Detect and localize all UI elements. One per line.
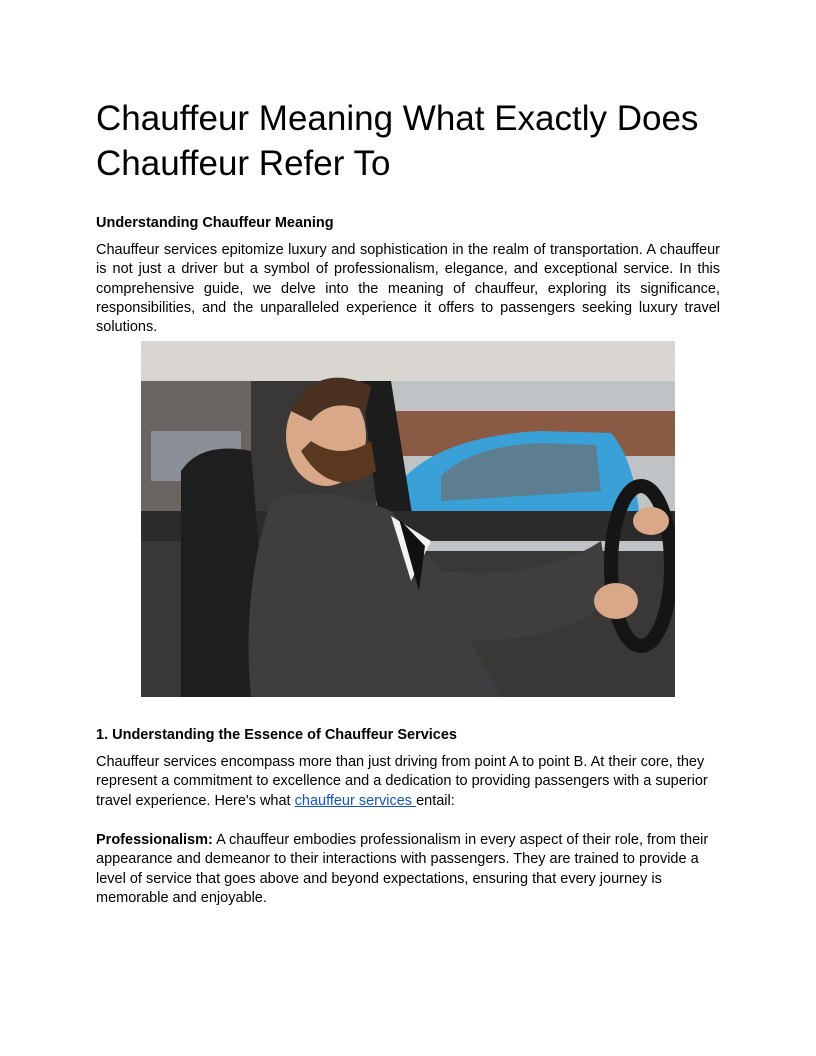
professionalism-label: Professionalism: [96,832,213,848]
essence-paragraph [96,753,726,811]
paragraph-text: A chauffeur embodies professionalism in every aspect of their role, from their appearance and demeanor to their interactions with passengers. They are trained to provide a level of service that goes above and beyond expectations, ensuring that every journey is memorable and enjoyable. [96,832,709,906]
page-title: Chauffeur Meaning What Exactly Does Chauffeur Refer To [96,99,699,183]
professionalism-paragraph [96,831,726,908]
chauffeur-services-link[interactable]: chauffeur services [294,792,417,809]
section-heading: 1. Understanding the Essence of Chauffeur Services [96,727,457,743]
paragraph-text: entail: [416,792,455,809]
chauffeur-photo [141,341,675,697]
paragraph-text: Chauffeur services encompass more than just driving from point A to point B. At their core, they represent a commitment to excellence and a dedication to providing passengers with a superior travel experience. Here's what [96,754,708,809]
section-heading: Understanding Chauffeur Meaning [96,215,334,231]
intro-paragraph: Chauffeur services epitomize luxury and sophistication in the realm of transportation. A chauffeur is not just a driver but a symbol of professionalism, elegance, and exceptional service. In this comprehensive guide, we delve into the meaning of chauffeur, exploring its significance, responsibilities, and the unparalleled experience it offers to passengers seeking luxury travel solutions. [96,242,720,336]
